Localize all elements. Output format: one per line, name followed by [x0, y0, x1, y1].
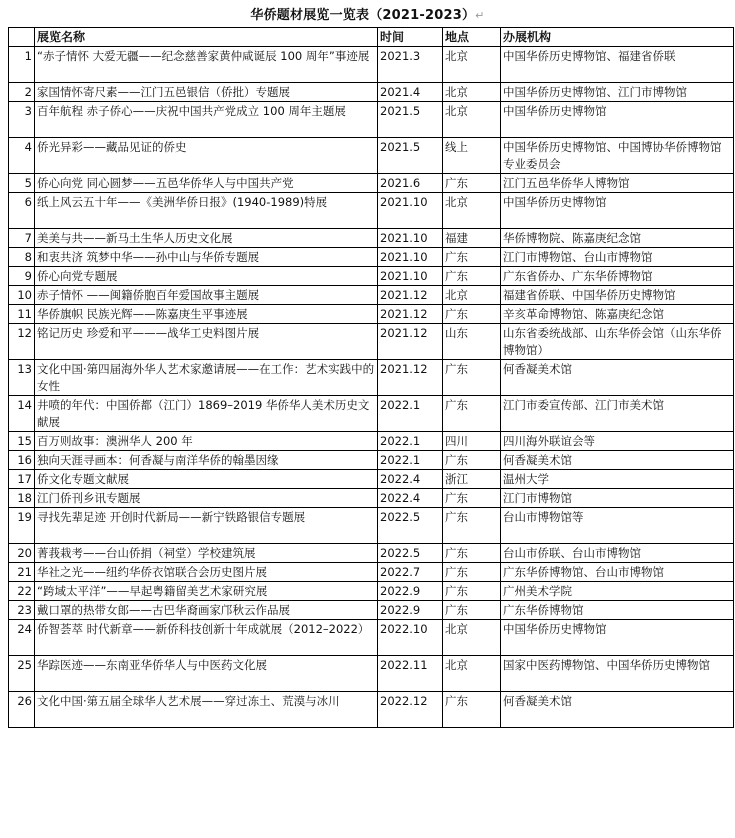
cell-org: 中国华侨历史博物馆、福建省侨联 — [501, 47, 734, 83]
cell-name: 华社之光——纽约华侨衣馆联合会历史图片展 — [35, 563, 378, 582]
cell-place: 广东 — [443, 267, 501, 286]
cell-time: 2021.10 — [378, 229, 443, 248]
cell-name: 家国情怀寄尺素——江门五邑银信（侨批）专题展 — [35, 83, 378, 102]
cell-name: 赤子情怀 ——闽籍侨胞百年爱国故事主题展 — [35, 286, 378, 305]
cell-place: 北京 — [443, 656, 501, 692]
cell-name: 菁莪栽考——台山侨捐（祠堂）学校建筑展 — [35, 544, 378, 563]
cell-time: 2022.1 — [378, 396, 443, 432]
cell-no: 24 — [9, 620, 35, 656]
cell-org: 广东华侨博物馆、台山市博物馆 — [501, 563, 734, 582]
cell-no: 22 — [9, 582, 35, 601]
cell-no: 19 — [9, 508, 35, 544]
cell-time: 2022.5 — [378, 508, 443, 544]
cell-time: 2022.10 — [378, 620, 443, 656]
title-text: 华侨题材展览一览表（2021-2023） — [250, 8, 476, 23]
cell-time: 2022.11 — [378, 656, 443, 692]
cell-place: 北京 — [443, 193, 501, 229]
cell-name: 江门侨刊乡讯专题展 — [35, 489, 378, 508]
cell-place: 北京 — [443, 47, 501, 83]
cell-place: 北京 — [443, 620, 501, 656]
table-row — [9, 489, 734, 508]
cell-time: 2021.12 — [378, 324, 443, 360]
cell-org: 江门市博物馆 — [501, 489, 734, 508]
cell-no: 11 — [9, 305, 35, 324]
cell-time: 2022.9 — [378, 582, 443, 601]
cell-place: 四川 — [443, 432, 501, 451]
cell-time: 2021.12 — [378, 360, 443, 396]
cell-name: 侨光异彩——藏品见证的侨史 — [35, 138, 378, 174]
cell-name: 百年航程 赤子侨心——庆祝中国共产党成立 100 周年主题展 — [35, 102, 378, 138]
cell-no: 12 — [9, 324, 35, 360]
table-row — [9, 324, 734, 360]
cell-org: 山东省委统战部、山东华侨会馆（山东华侨博物馆） — [501, 324, 734, 360]
table-row — [9, 360, 734, 396]
cell-org: 中国华侨历史博物馆 — [501, 193, 734, 229]
cell-time: 2022.4 — [378, 489, 443, 508]
cell-name: 侨心向党专题展 — [35, 267, 378, 286]
cell-time: 2021.10 — [378, 267, 443, 286]
cell-name: “跨域太平洋”——早起粤籍留美艺术家研究展 — [35, 582, 378, 601]
cell-no: 13 — [9, 360, 35, 396]
table-row — [9, 470, 734, 489]
cell-name: 华侨旗帜 民族光辉——陈嘉庚生平事迹展 — [35, 305, 378, 324]
cell-name: 侨文化专题文献展 — [35, 470, 378, 489]
table-row — [9, 620, 734, 656]
table-row — [9, 138, 734, 174]
cell-place: 广东 — [443, 360, 501, 396]
cell-no: 6 — [9, 193, 35, 229]
table-row — [9, 193, 734, 229]
cell-org: 台山市侨联、台山市博物馆 — [501, 544, 734, 563]
cell-time: 2021.10 — [378, 248, 443, 267]
cell-place: 广东 — [443, 451, 501, 470]
cell-place: 北京 — [443, 286, 501, 305]
cell-org: 福建省侨联、中国华侨历史博物馆 — [501, 286, 734, 305]
cell-org: 何香凝美术馆 — [501, 360, 734, 396]
cell-name: 戴口罩的热带女郎——古巴华裔画家邝秋云作品展 — [35, 601, 378, 620]
table-row — [9, 451, 734, 470]
cell-org: 何香凝美术馆 — [501, 692, 734, 728]
cell-place: 线上 — [443, 138, 501, 174]
cell-name: 侨智荟萃 时代新章——新侨科技创新十年成就展（2012–2022） — [35, 620, 378, 656]
cell-no: 18 — [9, 489, 35, 508]
cell-name: 文化中国·第四届海外华人艺术家邀请展——在工作：艺术实践中的女性 — [35, 360, 378, 396]
cell-no: 1 — [9, 47, 35, 83]
cell-place: 广东 — [443, 601, 501, 620]
cell-place: 广东 — [443, 248, 501, 267]
header-name: 展览名称 — [35, 28, 378, 47]
header-org: 办展机构 — [501, 28, 734, 47]
cell-no: 26 — [9, 692, 35, 728]
cell-org: 广东华侨博物馆 — [501, 601, 734, 620]
header-place: 地点 — [443, 28, 501, 47]
cell-place: 广东 — [443, 305, 501, 324]
cell-no: 8 — [9, 248, 35, 267]
cell-org: 江门市博物馆、台山市博物馆 — [501, 248, 734, 267]
header-no — [9, 28, 35, 47]
cell-no: 15 — [9, 432, 35, 451]
cell-org: 华侨博物院、陈嘉庚纪念馆 — [501, 229, 734, 248]
cell-time: 2022.1 — [378, 432, 443, 451]
cell-no: 17 — [9, 470, 35, 489]
cell-time: 2022.5 — [378, 544, 443, 563]
cell-no: 5 — [9, 174, 35, 193]
cell-name: 井喷的年代：中国侨都（江门）1869–2019 华侨华人美术历史文献展 — [35, 396, 378, 432]
cell-org: 国家中医药博物馆、中国华侨历史博物馆 — [501, 656, 734, 692]
table-row — [9, 286, 734, 305]
cell-no: 4 — [9, 138, 35, 174]
table-row — [9, 563, 734, 582]
cell-time: 2021.5 — [378, 138, 443, 174]
cell-time: 2021.3 — [378, 47, 443, 83]
cell-name: 纸上风云五十年——《美洲华侨日报》(1940-1989)特展 — [35, 193, 378, 229]
table-row — [9, 582, 734, 601]
cell-place: 福建 — [443, 229, 501, 248]
cell-org: 江门市委宣传部、江门市美术馆 — [501, 396, 734, 432]
table-row — [9, 432, 734, 451]
cell-place: 广东 — [443, 508, 501, 544]
cell-name: “赤子情怀 大爱无疆——纪念慈善家黄仲咸诞辰 100 周年”事迹展 — [35, 47, 378, 83]
cell-place: 广东 — [443, 489, 501, 508]
cell-time: 2021.5 — [378, 102, 443, 138]
cell-name: 百万则故事：澳洲华人 200 年 — [35, 432, 378, 451]
cell-org: 广东省侨办、广东华侨博物馆 — [501, 267, 734, 286]
cell-place: 北京 — [443, 102, 501, 138]
cell-time: 2021.6 — [378, 174, 443, 193]
table-row — [9, 102, 734, 138]
cell-place: 浙江 — [443, 470, 501, 489]
cell-place: 广东 — [443, 582, 501, 601]
cell-time: 2021.12 — [378, 305, 443, 324]
cell-no: 3 — [9, 102, 35, 138]
cell-org: 台山市博物馆等 — [501, 508, 734, 544]
table-header-row — [9, 28, 734, 47]
cell-org: 中国华侨历史博物馆、中国博协华侨博物馆专业委员会 — [501, 138, 734, 174]
cell-place: 广东 — [443, 396, 501, 432]
cell-no: 14 — [9, 396, 35, 432]
cell-no: 23 — [9, 601, 35, 620]
cell-org: 何香凝美术馆 — [501, 451, 734, 470]
cell-no: 7 — [9, 229, 35, 248]
cell-time: 2021.4 — [378, 83, 443, 102]
cell-name: 和衷共济 筑梦中华——孙中山与华侨专题展 — [35, 248, 378, 267]
cell-no: 25 — [9, 656, 35, 692]
cell-name: 文化中国·第五届全球华人艺术展——穿过冻土、荒漠与冰川 — [35, 692, 378, 728]
cell-org: 四川海外联谊会等 — [501, 432, 734, 451]
table-row — [9, 174, 734, 193]
table-row — [9, 47, 734, 83]
cell-no: 16 — [9, 451, 35, 470]
cell-place: 北京 — [443, 83, 501, 102]
cell-time: 2022.9 — [378, 601, 443, 620]
cell-time: 2022.4 — [378, 470, 443, 489]
exhibition-table — [8, 27, 734, 728]
cell-no: 21 — [9, 563, 35, 582]
table-row — [9, 248, 734, 267]
cell-name: 寻找先辈足迹 开创时代新局——新宁铁路银信专题展 — [35, 508, 378, 544]
cell-org: 中国华侨历史博物馆、江门市博物馆 — [501, 83, 734, 102]
table-row — [9, 656, 734, 692]
cell-org: 中国华侨历史博物馆 — [501, 620, 734, 656]
table-row — [9, 305, 734, 324]
cell-time: 2022.12 — [378, 692, 443, 728]
cell-no: 2 — [9, 83, 35, 102]
table-row — [9, 267, 734, 286]
cell-no: 10 — [9, 286, 35, 305]
cell-org: 广州美术学院 — [501, 582, 734, 601]
cell-name: 美美与共——新马土生华人历史文化展 — [35, 229, 378, 248]
cell-place: 广东 — [443, 563, 501, 582]
cell-time: 2021.10 — [378, 193, 443, 229]
cell-org: 江门五邑华侨华人博物馆 — [501, 174, 734, 193]
cell-time: 2022.7 — [378, 563, 443, 582]
cell-no: 20 — [9, 544, 35, 563]
cell-time: 2022.1 — [378, 451, 443, 470]
cell-place: 广东 — [443, 692, 501, 728]
cell-place: 广东 — [443, 544, 501, 563]
paragraph-mark-icon: ↵ — [475, 9, 485, 22]
table-row — [9, 229, 734, 248]
table-row — [9, 692, 734, 728]
table-row — [9, 83, 734, 102]
table-row — [9, 396, 734, 432]
cell-name: 华踪医迹——东南亚华侨华人与中医药文化展 — [35, 656, 378, 692]
table-row — [9, 601, 734, 620]
document-title — [0, 4, 735, 23]
cell-org: 中国华侨历史博物馆 — [501, 102, 734, 138]
cell-name: 独向天涯寻画本：何香凝与南洋华侨的翰墨因缘 — [35, 451, 378, 470]
table-row — [9, 544, 734, 563]
table-row — [9, 508, 734, 544]
cell-place: 广东 — [443, 174, 501, 193]
cell-time: 2021.12 — [378, 286, 443, 305]
cell-name: 铭记历史 珍爱和平———战华工史料图片展 — [35, 324, 378, 360]
cell-no: 9 — [9, 267, 35, 286]
header-time: 时间 — [378, 28, 443, 47]
cell-place: 山东 — [443, 324, 501, 360]
cell-name: 侨心向党 同心圆梦——五邑华侨华人与中国共产党 — [35, 174, 378, 193]
cell-org: 辛亥革命博物馆、陈嘉庚纪念馆 — [501, 305, 734, 324]
cell-org: 温州大学 — [501, 470, 734, 489]
